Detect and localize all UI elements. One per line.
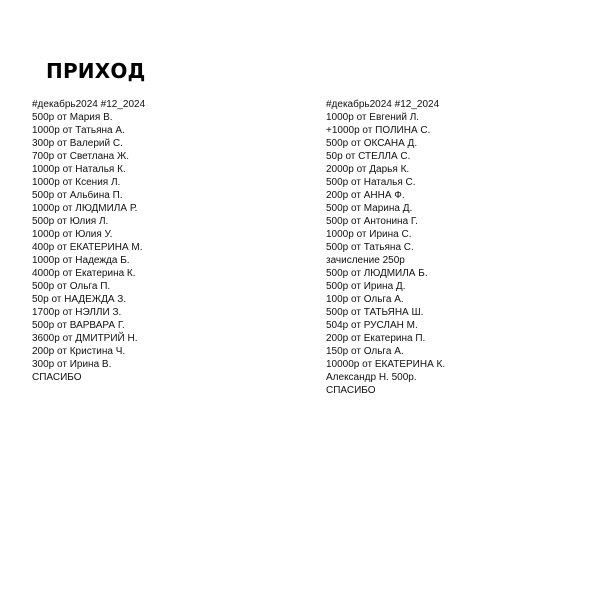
- income-entry: 300р от Ирина В.: [32, 359, 112, 370]
- income-entry: СПАСИБО: [32, 372, 82, 383]
- income-entry: СПАСИБО: [326, 385, 376, 396]
- income-entry: #декабрь2024 #12_2024: [32, 99, 146, 110]
- income-entry: 1000р от Наталья К.: [32, 164, 126, 175]
- income-entry: 500р от ВАРВАРА Г.: [32, 320, 125, 331]
- income-entry: 500р от Татьяна С.: [326, 242, 414, 253]
- income-entry: 1000р от Евгений Л.: [326, 112, 420, 123]
- income-entry: 700р от Светлана Ж.: [32, 151, 130, 162]
- income-entry: 504р от РУСЛАН М.: [326, 320, 418, 331]
- income-entry: 1000р от Ксения Л.: [32, 177, 121, 188]
- income-entry: 3600р от ДМИТРИЙ Н.: [32, 333, 138, 344]
- income-entry: 200р от АННА Ф.: [326, 190, 405, 201]
- income-entry: 500р от Антонина Г.: [326, 216, 418, 227]
- income-entry: 400р от ЕКАТЕРИНА М.: [32, 242, 143, 253]
- income-entry: +1000р от ПОЛИНА С.: [326, 125, 431, 136]
- income-entry: 50р от НАДЕЖДА З.: [32, 294, 127, 305]
- income-entry: 300р от Валерий С.: [32, 138, 123, 149]
- income-entry: 50р от СТЕЛЛА С.: [326, 151, 411, 162]
- income-entry: 10000р от ЕКАТЕРИНА К.: [326, 359, 446, 370]
- income-entry: 100р от Ольга А.: [326, 294, 404, 305]
- income-entry: 1000р от ЛЮДМИЛА Р.: [32, 203, 138, 214]
- income-entry: 500р от Марина Д.: [326, 203, 413, 214]
- income-entry: 500р от ЛЮДМИЛА Б.: [326, 268, 428, 279]
- income-entry: Александр Н. 500р.: [326, 372, 417, 383]
- income-entry: 500р от Альбина П.: [32, 190, 123, 201]
- income-entry: #декабрь2024 #12_2024: [326, 99, 440, 110]
- income-entry: 2000р от Дарья К.: [326, 164, 410, 175]
- income-entry: 200р от Екатерина П.: [326, 333, 426, 344]
- income-entry: 500р от Ольга П.: [32, 281, 111, 292]
- income-entry: 500р от ТАТЬЯНА Ш.: [326, 307, 424, 318]
- page-title: ПРИХОД: [46, 59, 146, 83]
- income-list-right: [326, 98, 586, 397]
- income-entry: 500р от Ирина Д.: [326, 281, 406, 292]
- income-entry: 500р от Мария В.: [32, 112, 113, 123]
- income-entry: 500р от Юлия Л.: [32, 216, 109, 227]
- income-list-left: [32, 98, 292, 384]
- income-entry: 1000р от Юлия У.: [32, 229, 113, 240]
- income-entry: 1000р от Ирина С.: [326, 229, 412, 240]
- income-entry: 1700р от НЭЛЛИ З.: [32, 307, 122, 318]
- income-entry: 200р от Кристина Ч.: [32, 346, 126, 357]
- income-entry: 500р от ОКСАНА Д.: [326, 138, 418, 149]
- income-entry: 4000р от Екатерина К.: [32, 268, 136, 279]
- income-entry: зачисление 250р: [326, 255, 405, 266]
- income-entry: 1000р от Татьяна А.: [32, 125, 125, 136]
- income-entry: 500р от Наталья С.: [326, 177, 416, 188]
- income-entry: 150р от Ольга А.: [326, 346, 404, 357]
- income-entry: 1000р от Надежда Б.: [32, 255, 130, 266]
